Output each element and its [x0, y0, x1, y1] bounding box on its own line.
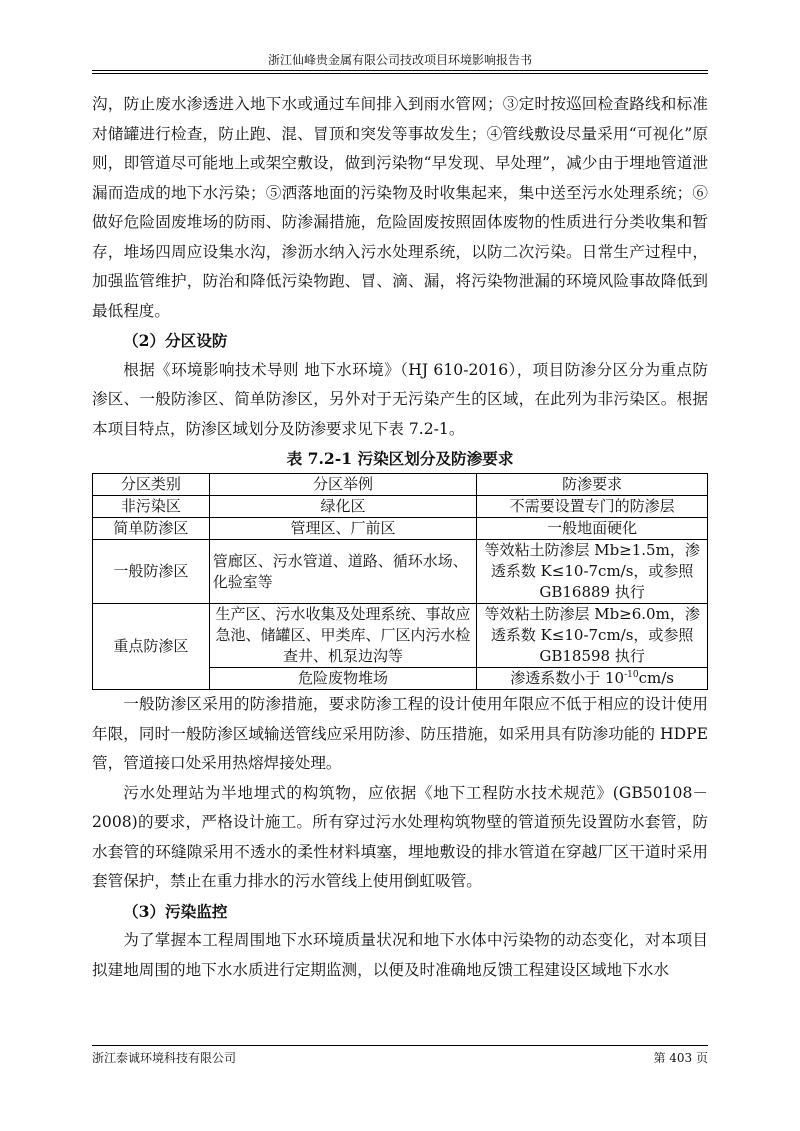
- footer-rule: [92, 1045, 708, 1046]
- paragraph-4: 污水处理站为半地埋式的构筑物，应依据《地下工程防水技术规范》(GB50108－2008)的要求，严格设计施工。所有穿过污水处理构筑物壁的管道预先设置防水套管，防水套管的环缝隙采用不透水的柔性材料填塞，埋地敷设的排水管道在穿越厂区干道时采用套管保护，禁止在重力排水的污水管线上使用倒虹吸管。: [92, 783, 708, 890]
- page-header: 浙江仙峰贵金属有限公司技改项目环境影响报告书: [267, 53, 532, 67]
- zone-example-cell: 管理区、厂前区: [209, 518, 476, 540]
- paragraph-3: 一般防渗区采用的防渗措施，要求防渗工程的设计使用年限应不低于相应的设计使用年限，同时一般防渗区域输送管线应采用防渗、防压措施，如采用具有防渗功能的 HDPE 管，管道接口处采用热熔焊接处理。: [92, 695, 708, 772]
- zone-requirement-cell: 不需要设置专门的防渗层: [477, 496, 708, 518]
- zone-example-cell: 生产区、污水收集及处理系统、事故应急池、储罐区、甲类库、厂区内污水检查井、机泵边沟等: [209, 604, 476, 668]
- header-rule: [92, 70, 708, 71]
- table-row: [93, 496, 708, 518]
- zoning-table: [92, 473, 708, 690]
- section-heading-2: （2）分区设防: [123, 331, 228, 350]
- zone-requirement-cell: 等效粘土防渗层 Mb≥6.0m，渗透系数 K≤10-7cm/s，或参照GB18598 执行: [477, 604, 708, 668]
- table-row: [93, 604, 708, 668]
- zone-type-cell: 一般防渗区: [93, 540, 210, 604]
- zone-type-cell: 简单防渗区: [93, 518, 210, 540]
- footer-company: 浙江泰诚环境科技有限公司: [92, 1051, 237, 1065]
- header-cell: 分区类别: [93, 474, 210, 496]
- table-header-row: [93, 474, 708, 496]
- zone-requirement-cell: [477, 668, 708, 690]
- header-rule-double: [92, 73, 708, 74]
- paragraph-2: 根据《环境影响技术导则 地下水环境》（HJ 610-2016），项目防渗分区分为重点防渗区、一般防渗区、简单防渗区，另外对于无污染产生的区域，在此列为非污染区。根据本项目特点，防渗区域划分及防渗要求见下表 7.2-1。: [92, 360, 708, 438]
- zone-example-cell: 绿化区: [209, 496, 476, 518]
- paragraph-5: 为了掌握本工程周围地下水环境质量状况和地下水体中污染物的动态变化，对本项目拟建地周围的地下水水质进行定期监测，以便及时准确地反馈工程建设区域地下水水: [92, 931, 708, 979]
- zone-type-cell: 重点防渗区: [93, 604, 210, 690]
- zone-requirement-cell: 一般地面硬化: [477, 518, 708, 540]
- page-content: [92, 90, 708, 985]
- zone-requirement-cell: 等效粘土防渗层 Mb≥1.5m，渗透系数 K≤10-7cm/s，或参照GB16889 执行: [477, 540, 708, 604]
- exponent: -10: [624, 670, 639, 680]
- table-row: [93, 518, 708, 540]
- requirement-text: 渗透系数小于 10: [510, 669, 625, 687]
- table-caption: 表 7.2-1 污染区划分及防渗要求: [286, 449, 514, 468]
- header-cell: 防渗要求: [477, 474, 708, 496]
- zone-example-cell: 危险废物堆场: [209, 668, 476, 690]
- paragraph-1: 沟，防止废水渗透进入地下水或通过车间排入到雨水管网；③定时按巡回检查路线和标准对储罐进行检查，防止跑、混、冒顶和突发等事故发生；④管线敷设尽量采用“可视化”原则，即管道尽可能地上或架空敷设，做到污染物“早发现、早处理”，减少由于埋地管道泄漏而造成的地下水污染；⑤洒落地面的污染物及时收集起来，集中送至污水处理系统；⑥做好危险固废堆场的防雨、防渗漏措施，危险固废按照固体废物的性质进行分类收集和暂存，堆场四周应设集水沟，渗沥水纳入污水处理系统，以防二次污染。日常生产过程中，加强监管维护，防治和降低污染物跑、冒、滴、漏，将污染物泄漏的环境风险事故降低到最低程度。: [92, 95, 708, 320]
- zone-example-cell: 管廊区、污水管道、道路、循环水场、化验室等: [209, 540, 476, 604]
- header-cell: 分区举例: [209, 474, 476, 496]
- unit-text: cm/s: [638, 669, 674, 687]
- zone-type-cell: 非污染区: [93, 496, 210, 518]
- table-row: [93, 540, 708, 604]
- page-number: 第 403 页: [653, 1051, 708, 1065]
- section-heading-3: （3）污染监控: [123, 901, 228, 921]
